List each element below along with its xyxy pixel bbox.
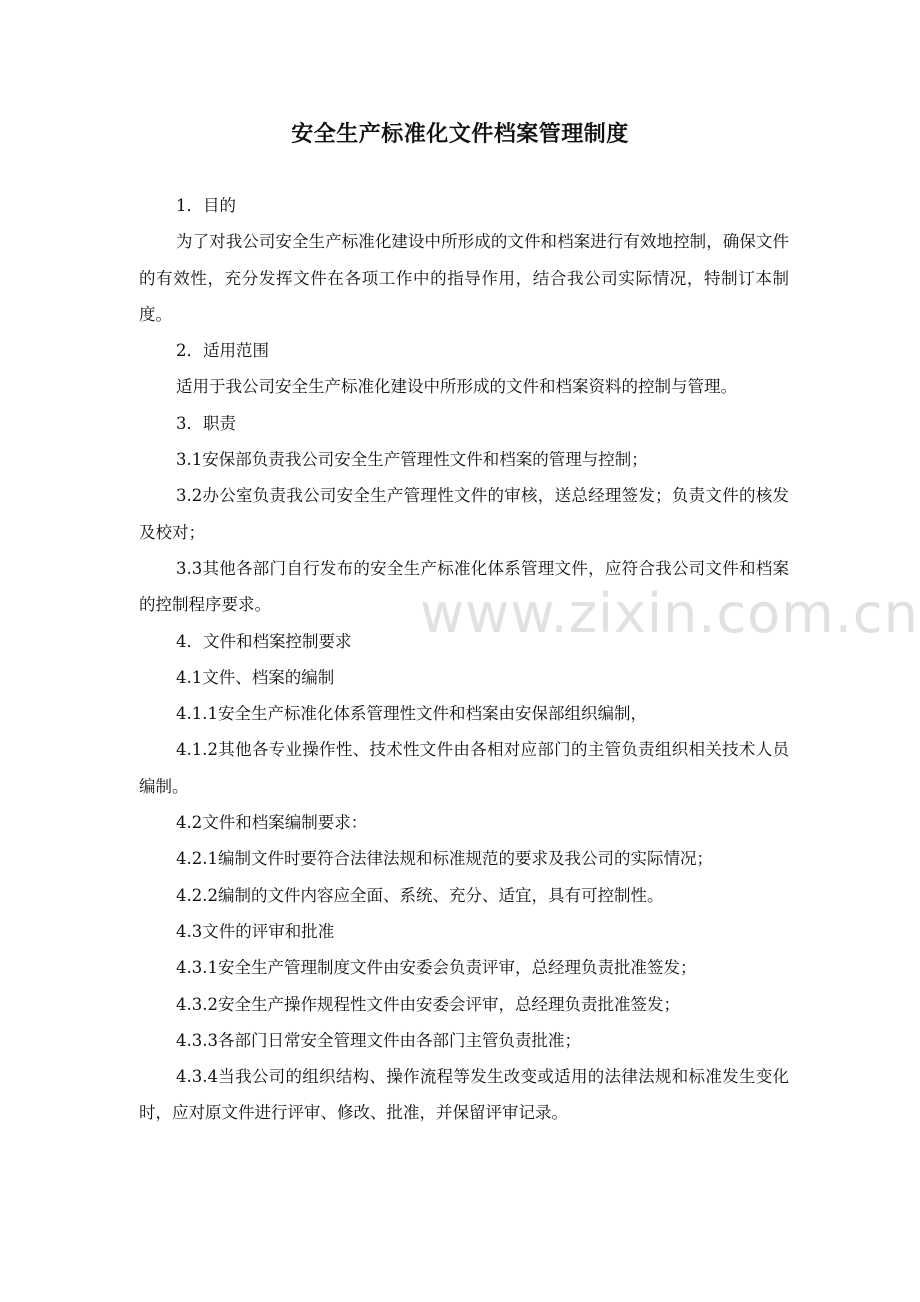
section-heading-purpose: 1．目的 xyxy=(176,196,236,215)
document-title: 安全生产标准化文件档案管理制度 xyxy=(291,121,629,147)
clause-3-1: 3.1安保部负责我公司安全生产管理性文件和档案的管理与控制； xyxy=(176,450,648,470)
paragraph-scope: 适用于我公司安全生产标准化建设中所形成的文件和档案资料的控制与管理。 xyxy=(176,377,737,397)
clause-4-1: 4.1文件、档案的编制 xyxy=(176,667,335,687)
clause-4-2: 4.2文件和档案编制要求： xyxy=(176,813,368,833)
watermark: www.zixin.com.cn xyxy=(420,582,919,645)
clause-4-3-4: 4.3.4当我公司的组织结构、操作流程等发生改变或适用的法律法规和标准发生变化时，应对原文件进行评审、修改、批准，并保留评审记录。 xyxy=(139,1067,789,1123)
clause-4-3-2: 4.3.2安全生产操作规程性文件由安委会评审，总经理负责批准签发； xyxy=(176,994,680,1014)
clause-4-1-2: 4.1.2其他各专业操作性、技术性文件由各相对应部门的主管负责组织相关技术人员编制。 xyxy=(139,740,789,796)
clause-3-3: 3.3其他各部门自行发布的安全生产标准化体系管理文件，应符合我公司文件和档案的控制程序要求。 xyxy=(139,558,789,615)
document-body xyxy=(139,188,789,1132)
section-heading-duties: 3．职责 xyxy=(176,413,236,433)
section-heading-control: 4．文件和档案控制要求 xyxy=(176,631,352,651)
clause-3-2: 3.2办公室负责我公司安全生产管理性文件的审核，送总经理签发；负责文件的核发及校对； xyxy=(139,486,789,542)
clause-4-3: 4.3文件的评审和批准 xyxy=(176,921,335,941)
clause-4-3-1: 4.3.1安全生产管理制度文件由安委会负责评审，总经理负责批准签发； xyxy=(176,958,697,978)
clause-4-3-3: 4.3.3各部门日常安全管理文件由各部门主管负责批准； xyxy=(176,1030,581,1050)
clause-4-2-1: 4.2.1编制文件时要符合法律法规和标准规范的要求及我公司的实际情况； xyxy=(176,849,713,869)
section-heading-scope: 2．适用范围 xyxy=(176,341,269,361)
paragraph-purpose: 为了对我公司安全生产标准化建设中所形成的文件和档案进行有效地控制，确保文件的有效性，充分发挥文件在各项工作中的指导作用，结合我公司实际情况，特制订本制度。 xyxy=(139,232,789,324)
clause-4-1-1: 4.1.1安全生产标准化体系管理性文件和档案由安保部组织编制， xyxy=(176,704,647,724)
clause-4-2-2: 4.2.2编制的文件内容应全面、系统、充分、适宜，具有可控制性。 xyxy=(176,885,664,905)
